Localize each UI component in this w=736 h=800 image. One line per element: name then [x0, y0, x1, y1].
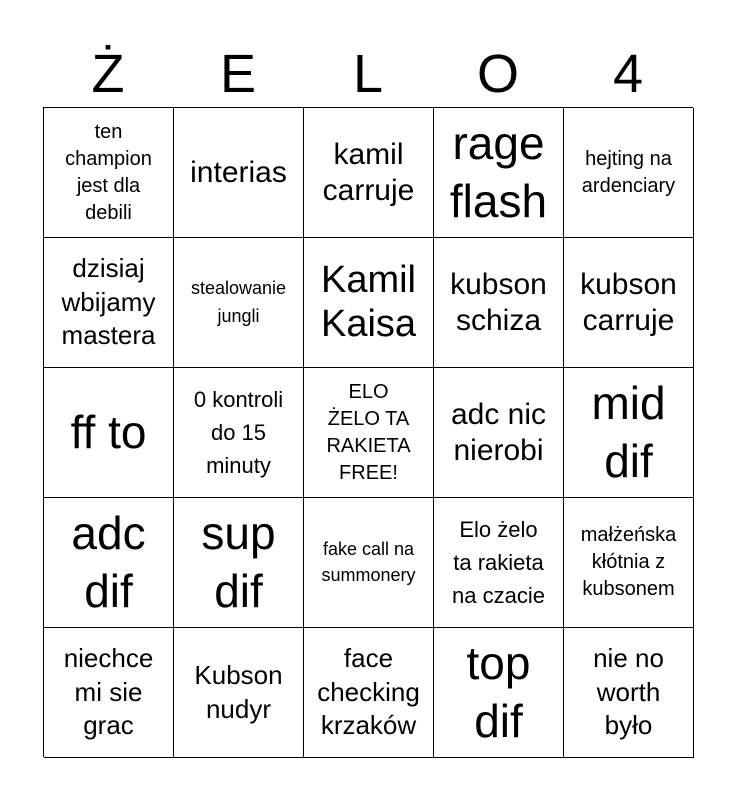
cell-text: adc nic nierobi — [450, 397, 547, 467]
cell-text: 0 kontroli do 15 minuty — [193, 387, 284, 478]
cell-text: kubson carruje — [580, 267, 677, 337]
cell-text: stealowanie jungli — [190, 277, 287, 326]
cell-text: Kubson nudyr — [194, 659, 283, 724]
cell-text: małżeńska kłótnia z kubsonem — [580, 524, 677, 600]
bingo-cell[interactable] — [564, 628, 694, 758]
cell-text: sup dif — [201, 507, 276, 617]
bingo-cell[interactable] — [44, 238, 174, 368]
cell-text: ff to — [70, 405, 147, 458]
cell-text: ten champion jest dla debili — [65, 120, 152, 224]
bingo-cell[interactable] — [304, 628, 434, 758]
bingo-cell[interactable] — [434, 108, 564, 238]
cell-text: Elo żelo ta rakieta na czacie — [452, 517, 545, 608]
cell-text: rage flash — [449, 117, 548, 227]
bingo-cell[interactable] — [44, 368, 174, 498]
cell-text: nie no worth było — [593, 642, 664, 741]
bingo-cell[interactable] — [304, 238, 434, 368]
cell-text: dzisiaj wbijamy mastera — [61, 252, 156, 351]
cell-text: kamil carruje — [322, 137, 415, 207]
title-letter: 4 — [612, 44, 644, 104]
bingo-cell[interactable] — [174, 628, 304, 758]
cell-text: interias — [190, 155, 287, 189]
bingo-cell[interactable] — [434, 368, 564, 498]
bingo-cell[interactable] — [174, 368, 304, 498]
bingo-cell[interactable] — [564, 368, 694, 498]
bingo-cell[interactable] — [304, 108, 434, 238]
cell-text: face checking krzaków — [317, 642, 420, 741]
cell-text: top dif — [466, 637, 531, 747]
bingo-cell[interactable] — [564, 238, 694, 368]
bingo-board — [43, 107, 693, 757]
bingo-cell[interactable] — [174, 238, 304, 368]
cell-text: ELO ŻELO TA RAKIETA FREE! — [326, 380, 411, 484]
title-letter: L — [352, 44, 384, 104]
cell-text: mid dif — [591, 377, 666, 487]
title-letter: O — [476, 44, 519, 104]
bingo-cell[interactable] — [304, 498, 434, 628]
cell-text: Kamil Kaisa — [320, 258, 417, 345]
bingo-cell[interactable] — [174, 108, 304, 238]
bingo-cell[interactable] — [304, 368, 434, 498]
cell-text: fake call na summonery — [321, 539, 416, 585]
cell-text: niechce mi sie grac — [63, 642, 154, 741]
bingo-cell[interactable] — [174, 498, 304, 628]
bingo-cell[interactable] — [434, 238, 564, 368]
bingo-cell[interactable] — [564, 108, 694, 238]
cell-text: adc dif — [71, 507, 146, 617]
bingo-cell[interactable] — [434, 498, 564, 628]
bingo-title — [43, 40, 693, 108]
bingo-cell[interactable] — [564, 498, 694, 628]
cell-text: hejting na ardenciary — [581, 147, 676, 197]
bingo-cell[interactable] — [44, 628, 174, 758]
title-letter: E — [219, 44, 257, 104]
title-letter: Ż — [91, 44, 125, 104]
bingo-cell[interactable] — [44, 108, 174, 238]
cell-text: kubson schiza — [450, 267, 547, 337]
bingo-cell[interactable] — [44, 498, 174, 628]
bingo-cell[interactable] — [434, 628, 564, 758]
